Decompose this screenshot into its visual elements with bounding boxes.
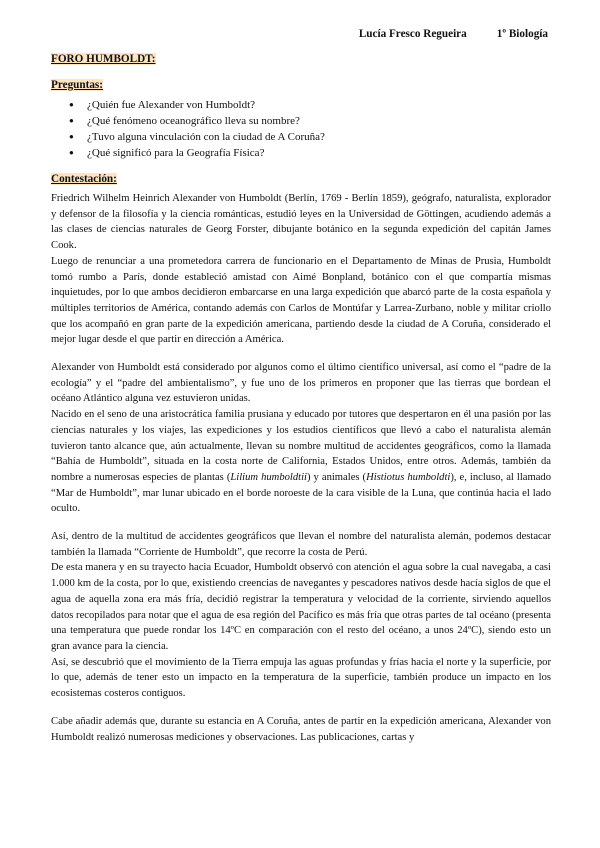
document-body [51, 53, 551, 745]
paragraph: De esta manera y en su trayecto hacia Ecuador, Humboldt observó con atención el agua sobre la cual navegaba, a casi 1.000 km de la costa, por lo que, existiendo creencias de navegantes y pescadores nativos desde hacía siglos de que el agua de aquella zona era más fría, decidió registrar la temperatura y velocidad de la corriente, sirviendo aquellos datos recopilados para notar que el agua de esa región del Pacífico es más fría que otras partes de tal océano (presenta una temperatura que puede rondar los 14ºC en comparación con el resto del océano, a unos 24ºC), siendo esto un gran avance para la ciencia. [51, 562, 551, 652]
paragraph: Luego de renunciar a una prometedora carrera de funcionario en el Departamento de Minas de Prusia, Humboldt tomó rumbo a París, donde estableció amistad con Aimé Bonpland, botánico con el que compartía mismas inquietudes, por lo que ambos decidieron embarcarse en una larga expedición que abarcó parte de la costa española y múltiples territorios de América, contando además con Carlos de Montúfar y Larrea-Zurbano, noble y militar criollo que los acompañó en gran parte de la expedición americana, partiendo desde la ciudad de A Coruña, considerado el mejor lugar desde el que partir en dirección a América. [51, 255, 551, 346]
author-name: Lucía Fresco Regueira [358, 28, 467, 40]
species-name: Lilium humboldtii [230, 471, 307, 483]
paragraph: Alexander von Humboldt está considerado por algunos como el último científico universal, así como el “padre de la ecología” y el “padre del ambientalismo”, y fue uno de los primeros en proponer que las tierras que bordean el océano Atlántico alguna vez estuvieron unidas. [51, 362, 551, 405]
paragraph: Así, dentro de la multitud de accidentes geográficos que llevan el nombre del naturalista alemán, podemos destacar también la llamada “Corriente de Humboldt”, que recorre la costa de Perú. [51, 531, 551, 558]
document-title: FORO HUMBOLDT: [51, 53, 156, 65]
species-name: Histiotus humboldti [366, 471, 451, 483]
paragraph: Nacido en el seno de una aristocrática familia prusiana y educado por tutores que despertaron en él una pasión por las ciencias naturales y los viajes, las expediciones y los estudios científicos que llevó a cabo el naturalista alemán tuvieron tanto alcance que, aún actualmente, llevan su nombre multitud de accidentes geográficos, como la llamada “Bahía de Humboldt”, situada en la costa norte de California, Estados Unidos, entre otros. Además, también da nombre a numerosas especies de plantas (Lilium humboldtii) y animales (Histiotus humboldti), e, incluso, al llamado “Mar de Humboldt”, mar lunar ubicado en el borde noroeste de la cara visible de la Luna, que continúa hacia el lado oculto. [51, 409, 552, 515]
course-label: 1º Biología [496, 28, 548, 40]
paragraph: Friedrich Wilhelm Heinrich Alexander von Humboldt (Berlín, 1769 - Berlín 1859), geógrafo, naturalista, explorador y defensor de la filosofía y la ciencia románticas, estudió leyes en la Universidad de Göttingen, acudiendo además a las clases de ciencias naturales de Georg Forster, dibujante botánico en la segunda expedición del capitán James Cook. [51, 193, 551, 252]
paragraph: Así, se descubrió que el movimiento de la Tierra empuja las aguas profundas y frías hacia el norte y la superficie, por lo que, además de tener esto un impacto en la temperatura de la superficie, también produce un impacto en los ecosistemas costeros contiguos. [51, 656, 551, 700]
paragraph: Cabe añadir además que, durante su estancia en A Coruña, antes de partir en la expedición americana, Alexander von Humboldt realizó numerosas mediciones y observaciones. Las publicaciones, cartas y [51, 715, 551, 743]
list-item: ● ¿Qué fenómeno oceanográfico lleva su nombre? [87, 113, 551, 129]
questions-heading: Preguntas: [51, 79, 103, 91]
list-item: ● ¿Qué significó para la Geografía Física? [87, 145, 551, 161]
list-item: ● ¿Quién fue Alexander von Humboldt? [87, 97, 551, 113]
questions-list [51, 97, 551, 161]
answer-heading: Contestación: [51, 173, 117, 185]
page-header [359, 28, 548, 40]
list-item: ● ¿Tuvo alguna vinculación con la ciudad de A Coruña? [87, 129, 551, 145]
